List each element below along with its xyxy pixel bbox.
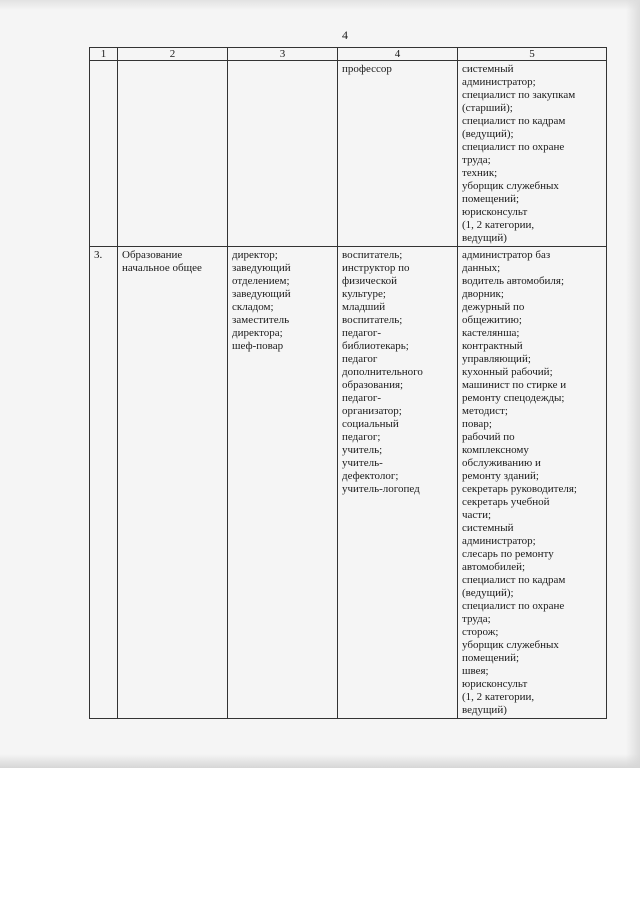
cell-text-line: дефектолог; (342, 470, 399, 482)
page-right-shadow (626, 0, 640, 768)
cell-text-line: складом; (232, 301, 274, 313)
header-col-4: 4 (338, 48, 458, 61)
header-col-3: 3 (228, 48, 338, 61)
cell-text-line: заведующий (232, 288, 291, 300)
cell-text-line: сторож; (462, 626, 499, 638)
cell-text-line: контрактный (462, 340, 523, 352)
cell-number: 3. (90, 247, 118, 719)
cell-text-line: профессор (342, 63, 392, 75)
page-number: 4 (342, 28, 348, 42)
cell-text-line: помещений; (462, 193, 520, 205)
cell-text-line: уборщик служебных (462, 180, 559, 192)
cell-text-line: общежитию; (462, 314, 522, 326)
cell-text-line: ведущий) (462, 232, 507, 244)
cell-text-line: специалист по закупкам (462, 89, 576, 101)
cell-text-line: кухонный рабочий; (462, 366, 553, 378)
cell-text-line: (старший); (462, 102, 513, 114)
cell-text-line: специалист по охране (462, 600, 565, 612)
cell-text-line: секретарь руководителя; (462, 483, 577, 495)
cell-text-line: заведующий (232, 262, 291, 274)
cell-text-line: учитель-логопед (342, 483, 420, 495)
cell-text-line: кастелянша; (462, 327, 520, 339)
cell-text-line: учитель; (342, 444, 383, 456)
cell-text-line: швея; (462, 665, 489, 677)
cell-text-line: специалист по кадрам (462, 115, 566, 127)
cell-number (90, 61, 118, 247)
cell-text-line: образования; (342, 379, 404, 391)
header-col-2: 2 (118, 48, 228, 61)
cell-text-line: ремонту зданий; (462, 470, 539, 482)
table-header-row (90, 48, 607, 61)
cell-manager-positions (228, 61, 338, 247)
cell-text-line: ремонту спецодежды; (462, 392, 565, 404)
cell-teaching-positions (338, 247, 458, 719)
cell-text-line: заместитель (232, 314, 290, 326)
cell-text-line: начальное общее (122, 262, 202, 274)
cell-text-line: (ведущий); (462, 587, 514, 599)
page-bottom-edge (0, 754, 640, 768)
cell-text-line: уборщик служебных (462, 639, 559, 651)
cell-text-line: методист; (462, 405, 508, 417)
cell-text-line: (1, 2 категории, (462, 219, 535, 231)
cell-text-line: помещений; (462, 652, 520, 664)
cell-text-line: директора; (232, 327, 283, 339)
cell-text-line: юрисконсульт (462, 678, 528, 690)
cell-text-line: Образование (122, 249, 183, 261)
cell-text-line: машинист по стирке и (462, 379, 567, 391)
cell-text-line: юрисконсульт (462, 206, 528, 218)
cell-text-line: рабочий по (462, 431, 515, 443)
cell-text-line: техник; (462, 167, 498, 179)
header-col-5: 5 (458, 48, 607, 61)
table-row (90, 247, 607, 719)
cell-text-line: обслуживанию и (462, 457, 541, 469)
cell-text-line: воспитатель; (342, 249, 403, 261)
cell-manager-positions (228, 247, 338, 719)
cell-text-line: дежурный по (462, 301, 525, 313)
cell-text-line: части; (462, 509, 492, 521)
cell-text-line: специалист по охране (462, 141, 565, 153)
cell-text-line: труда; (462, 154, 491, 166)
cell-text-line: повар; (462, 418, 492, 430)
cell-text-line: (1, 2 категории, (462, 691, 535, 703)
cell-text-line: педагог; (342, 431, 381, 443)
cell-education-level (118, 61, 228, 247)
cell-text-line: системный (462, 63, 514, 75)
cell-text-line: специалист по кадрам (462, 574, 566, 586)
cell-text-line: педагог (342, 353, 378, 365)
cell-text-line: педагог- (342, 327, 382, 339)
cell-text-line: ведущий) (462, 704, 507, 716)
cell-text-line: секретарь учебной (462, 496, 550, 508)
cell-education-level (118, 247, 228, 719)
cell-text-line: социальный (342, 418, 399, 430)
cell-text-line: администратор; (462, 535, 536, 547)
cell-text-line: педагог- (342, 392, 382, 404)
cell-text-line: шеф-повар (232, 340, 284, 352)
cell-text-line: библиотекарь; (342, 340, 409, 352)
cell-text-line: труда; (462, 613, 491, 625)
cell-text-line: отделением; (232, 275, 290, 287)
cell-text-line: слесарь по ремонту (462, 548, 554, 560)
cell-text-line: директор; (232, 249, 278, 261)
cell-text-line: автомобилей; (462, 561, 526, 573)
cell-text-line: дворник; (462, 288, 504, 300)
cell-text-line: воспитатель; (342, 314, 403, 326)
cell-staff-positions (458, 247, 607, 719)
cell-text-line: младший (342, 301, 386, 313)
cell-text-line: физической (342, 275, 397, 287)
cell-text-line: управляющий; (462, 353, 531, 365)
cell-text-line: дополнительного (342, 366, 423, 378)
cell-text-line: организатор; (342, 405, 402, 417)
header-col-1: 1 (90, 48, 118, 61)
cell-text-line: инструктор по (342, 262, 410, 274)
cell-text-line: культуре; (342, 288, 386, 300)
page-top-shadow (0, 0, 640, 10)
positions-table (89, 47, 607, 719)
cell-text-line: данных; (462, 262, 501, 274)
cell-teaching-positions (338, 61, 458, 247)
cell-text-line: системный (462, 522, 514, 534)
cell-text-line: учитель- (342, 457, 383, 469)
cell-text-line: администратор баз (462, 249, 551, 261)
cell-text-line: водитель автомобиля; (462, 275, 565, 287)
cell-text-line: (ведущий); (462, 128, 514, 140)
cell-text-line: администратор; (462, 76, 536, 88)
table-row (90, 61, 607, 247)
cell-text-line: комплексному (462, 444, 529, 456)
cell-staff-positions (458, 61, 607, 247)
